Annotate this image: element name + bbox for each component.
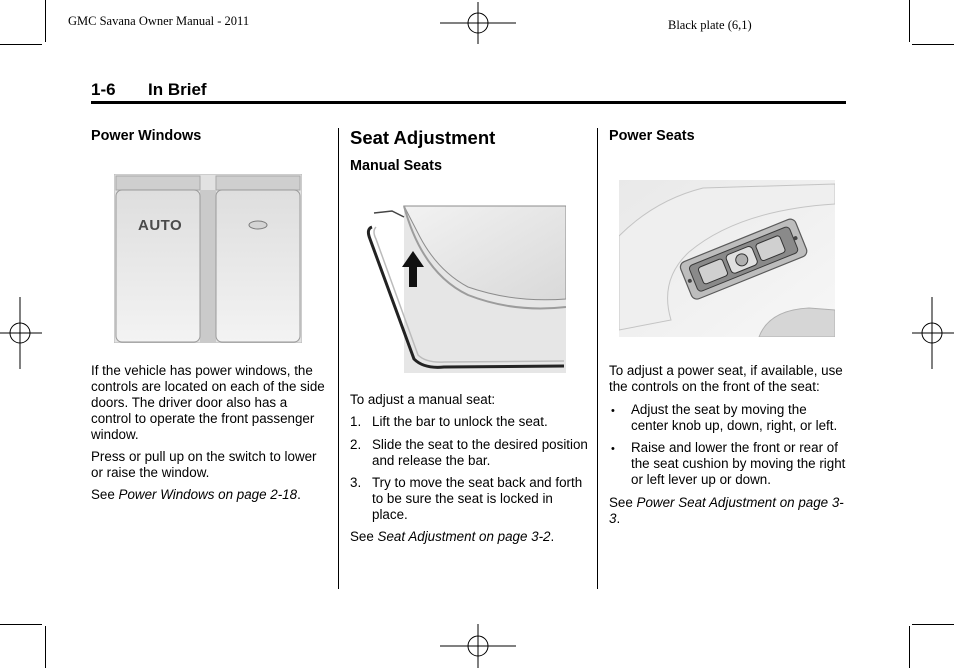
- list-item: [609, 440, 846, 488]
- manual-seat-image: [364, 203, 566, 376]
- power-seats-heading: Power Seats: [609, 128, 695, 144]
- auto-label: AUTO: [138, 217, 183, 234]
- step-text: Slide the seat to the desired position and release the bar.: [372, 437, 588, 468]
- seat-adjustment-see-also: See Seat Adjustment on page 3-2.: [350, 529, 555, 544]
- power-window-switch-image: [114, 174, 302, 343]
- list-item: [350, 414, 590, 430]
- manual-seats-subheading: Manual Seats: [350, 158, 442, 174]
- manual-title: GMC Savana Owner Manual - 2011: [68, 14, 250, 28]
- list-item: [609, 402, 846, 434]
- power-windows-para-1: If the vehicle has power windows, the controls are located on each of the side doors. The driver door also has a control to operate the front passenger window.: [91, 363, 325, 442]
- column-power-seats: [609, 127, 846, 145]
- section-title: In Brief: [148, 80, 207, 99]
- column-power-windows: [91, 127, 326, 145]
- power-windows-para-2: Press or pull up on the switch to lower or raise the window.: [91, 449, 317, 480]
- power-window-switch-figure: [114, 174, 302, 343]
- power-seat-reference-link[interactable]: Power Seat Adjustment on page 3-3: [609, 495, 844, 526]
- list-item: [350, 437, 590, 469]
- manual-seats-intro: To adjust a manual seat:: [350, 392, 496, 407]
- crop-mark: [45, 626, 46, 668]
- step-number: 2.: [350, 437, 362, 452]
- crop-mark: [0, 44, 42, 45]
- power-windows-heading: Power Windows: [91, 128, 202, 144]
- power-seats-body: [609, 363, 846, 527]
- bullet-text: Raise and lower the front or rear of the seat cushion by moving the right or left lever up or down.: [631, 440, 846, 487]
- crop-mark: [909, 626, 910, 668]
- bullet-text: Adjust the seat by moving the center knob up, down, right, or left.: [631, 402, 838, 433]
- heading-rule: [91, 101, 846, 104]
- bullet-mark: •: [611, 443, 615, 455]
- crop-mark: [45, 0, 46, 42]
- plate-label: Black plate (6,1): [668, 18, 752, 32]
- power-seats-intro: To adjust a power seat, if available, use the controls on the front of the seat:: [609, 363, 843, 394]
- crop-mark: [912, 624, 954, 625]
- power-seat-control-figure: [619, 180, 835, 337]
- crop-mark: [909, 0, 910, 42]
- step-text: Try to move the seat back and forth to be sure the seat is locked in place.: [372, 475, 583, 522]
- registration-mark-left: [0, 297, 42, 369]
- page-heading: [91, 80, 207, 100]
- seat-adjustment-reference-link[interactable]: Seat Adjustment on page 3-2: [377, 529, 551, 544]
- power-windows-body: [91, 363, 326, 503]
- seat-adjustment-heading: Seat Adjustment: [350, 127, 496, 148]
- registration-mark-bottom: [440, 624, 516, 668]
- step-number: 3.: [350, 475, 362, 490]
- manual-seat-figure: [364, 203, 566, 376]
- step-number: 1.: [350, 414, 362, 429]
- manual-seats-body: [350, 392, 590, 545]
- column-divider: [338, 128, 339, 589]
- crop-mark: [0, 624, 42, 625]
- power-windows-reference-link[interactable]: Power Windows on page 2-18: [118, 487, 298, 502]
- power-seats-bullets: [609, 402, 846, 488]
- power-seats-see-also: See Power Seat Adjustment on page 3-3.: [609, 495, 844, 526]
- step-text: Lift the bar to unlock the seat.: [372, 414, 548, 429]
- crop-mark: [912, 44, 954, 45]
- page-number: 1-6: [91, 80, 116, 99]
- registration-mark-top: [440, 2, 516, 44]
- column-seat-adjustment: [350, 127, 585, 175]
- list-item: [350, 475, 590, 523]
- power-seat-control-image: [619, 180, 835, 337]
- manual-seats-steps: [350, 414, 590, 523]
- column-divider: [597, 128, 598, 589]
- registration-mark-right: [912, 297, 954, 369]
- bullet-mark: •: [611, 405, 615, 417]
- power-windows-see-also: See Power Windows on page 2-18.: [91, 487, 301, 502]
